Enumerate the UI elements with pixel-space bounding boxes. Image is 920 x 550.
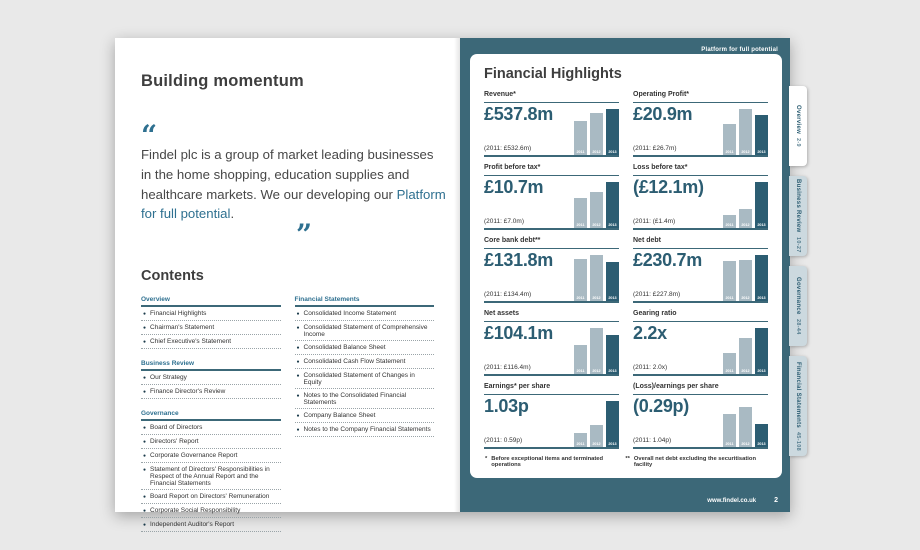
tab-page-range: 45-108: [795, 431, 801, 451]
bar-2012: [739, 338, 752, 374]
toc-item-label: Independent Auditor's Report: [150, 521, 235, 529]
bullet-icon: ●: [143, 311, 147, 318]
bar-2011: [723, 414, 736, 447]
metric-bar-chart: [574, 328, 619, 374]
footnote-text: Overall net debt excluding the securitisation facility: [633, 456, 756, 468]
bullet-icon: ●: [143, 508, 147, 515]
metric-value: £230.7m: [633, 250, 702, 270]
bar-2012: [739, 109, 752, 155]
bar-2011: [574, 121, 587, 156]
bullet-icon: ●: [143, 375, 147, 382]
metric-label: Profit before tax*: [484, 164, 619, 176]
toc-item-label: Consolidated Balance Sheet: [303, 344, 386, 352]
toc-item-label: Chief Executive's Statement: [150, 338, 232, 346]
metric-bar-chart: [723, 328, 768, 374]
toc-item[interactable]: [295, 307, 435, 321]
bar-2011: [723, 261, 736, 301]
bar-year-label: 2011: [576, 150, 585, 154]
metric-bar-chart: [574, 109, 619, 155]
metric-card: [633, 164, 768, 230]
toc-section-heading: Governance: [141, 410, 281, 421]
bar-2012: [590, 255, 603, 301]
bar-year-label: 2012: [741, 150, 750, 154]
metric-value: (£12.1m): [633, 177, 704, 197]
footnote: [485, 456, 625, 468]
toc-item-label: Statement of Directors' Responsibilities in Respect of the Annual Report and the Financial Statements: [150, 466, 270, 488]
bullet-icon: ●: [296, 373, 300, 380]
bar-2011: [723, 215, 736, 228]
metric-prior-value: (2011: £227.8m): [633, 291, 681, 298]
bar-2013: [606, 335, 619, 374]
bar-year-label: 2012: [741, 369, 750, 373]
bar-year-label: 2011: [576, 223, 585, 227]
toc-item[interactable]: [295, 355, 435, 369]
metric-bar-chart: [723, 109, 768, 155]
bar-year-label: 2011: [725, 223, 734, 227]
metric-label: Operating Profit*: [633, 91, 768, 103]
bullet-icon: ●: [143, 467, 147, 474]
bar-year-label: 2012: [592, 369, 601, 373]
bar-year-label: 2013: [608, 296, 617, 300]
metric-label: Net debt: [633, 237, 768, 249]
toc-item-label: Directors' Report: [150, 438, 199, 446]
metric-card: [484, 91, 619, 157]
toc-item-label: Board of Directors: [150, 424, 203, 432]
metric-bar-chart: [574, 255, 619, 301]
toc-item-label: Consolidated Statement of Changes in Equity: [303, 372, 415, 387]
quote-block: [141, 119, 446, 252]
section-tab-strip: [790, 38, 808, 512]
toc-item[interactable]: [141, 335, 281, 349]
quote-suffix: .: [230, 206, 235, 222]
bar-2012: [590, 113, 603, 155]
toc-item[interactable]: [295, 369, 435, 389]
toc-item-label: Finance Director's Review: [150, 388, 226, 396]
metric-card: [484, 310, 619, 376]
bar-2012: [590, 425, 603, 447]
metrics-grid: [484, 91, 768, 449]
contents-list: [141, 296, 434, 532]
toc-item-label: Board Report on Directors' Remuneration: [150, 493, 270, 501]
bar-year-label: 2013: [608, 150, 617, 154]
metric-label: Loss before tax*: [633, 164, 768, 176]
bullet-icon: ●: [296, 325, 300, 332]
bullet-icon: ●: [143, 522, 147, 529]
toc-item-label: Notes to the Consolidated Financial Statements: [303, 392, 407, 407]
metric-label: Gearing ratio: [633, 310, 768, 322]
footnote-marker: **: [625, 456, 630, 462]
tab-text: [795, 277, 801, 334]
bullet-icon: ●: [143, 439, 147, 446]
contents-column-2: [295, 296, 435, 532]
bar-year-label: 2012: [741, 296, 750, 300]
bar-2013: [755, 328, 768, 374]
toc-item[interactable]: [141, 307, 281, 321]
metric-bar-chart: [723, 255, 768, 301]
metric-bar-chart: [723, 182, 768, 228]
tab-page-range: 2-9: [795, 138, 801, 147]
close-quote-icon: ”: [296, 218, 313, 252]
toc-item[interactable]: [141, 490, 281, 504]
metric-prior-value: (2011: 0.59p): [484, 437, 523, 444]
bar-2012: [739, 260, 752, 301]
metric-prior-value: (2011: £134.4m): [484, 291, 532, 298]
bar-2013: [755, 424, 768, 447]
bullet-icon: ●: [296, 311, 300, 318]
toc-item[interactable]: [295, 341, 435, 355]
metric-card: [633, 310, 768, 376]
bar-year-label: 2012: [592, 150, 601, 154]
tab-page-range: 10-27: [795, 236, 801, 253]
bar-year-label: 2011: [576, 296, 585, 300]
bar-2011: [723, 353, 736, 374]
bar-2012: [590, 328, 603, 374]
metric-value: £104.1m: [484, 323, 553, 343]
tab-label: Financial Statements: [795, 361, 801, 428]
bullet-icon: ●: [296, 359, 300, 366]
metric-card: [484, 383, 619, 449]
bar-2011: [574, 345, 587, 374]
metric-card: [633, 91, 768, 157]
metric-label: Revenue*: [484, 91, 619, 103]
bar-year-label: 2012: [741, 223, 750, 227]
toc-item[interactable]: [141, 463, 281, 490]
page-title: Building momentum: [141, 72, 304, 90]
bar-2011: [574, 259, 587, 301]
metric-label: Net assets: [484, 310, 619, 322]
bar-2013: [606, 109, 619, 155]
metric-label: Core bank debt**: [484, 237, 619, 249]
page-number: 2: [774, 497, 778, 504]
bar-year-label: 2012: [741, 442, 750, 446]
bar-year-label: 2011: [576, 442, 585, 446]
metric-value: £10.7m: [484, 177, 544, 197]
side-tab-governance[interactable]: [789, 266, 807, 346]
tab-text: [795, 105, 801, 147]
bar-year-label: 2013: [757, 223, 766, 227]
metric-card: [484, 237, 619, 303]
toc-item[interactable]: [141, 504, 281, 518]
metric-prior-value: (2011: £116.4m): [484, 364, 531, 371]
bullet-icon: ●: [296, 413, 300, 420]
banner-tagline: Platform for full potential: [701, 47, 778, 53]
bar-2012: [590, 192, 603, 228]
toc-item-label: Corporate Social Responsibility: [150, 507, 241, 515]
bullet-icon: ●: [143, 425, 147, 432]
toc-item[interactable]: [141, 518, 281, 532]
bar-year-label: 2011: [725, 442, 734, 446]
contents-column-1: [141, 296, 281, 532]
metric-value: 2.2x: [633, 323, 667, 343]
bar-2011: [574, 198, 587, 228]
tab-label: Governance: [795, 277, 801, 316]
bullet-icon: ●: [143, 453, 147, 460]
toc-item[interactable]: [141, 421, 281, 435]
bar-year-label: 2013: [608, 223, 617, 227]
tab-text: [795, 362, 801, 451]
toc-item-label: Company Balance Sheet: [303, 412, 376, 420]
bar-year-label: 2011: [725, 150, 734, 154]
toc-item[interactable]: [141, 371, 281, 385]
quote-text-main: Findel plc is a group of market leading businesses in the home shopping, education supplies and healthcare markets. We our developing our: [141, 147, 434, 202]
metric-value: (0.29p): [633, 396, 689, 416]
tab-page-range: 28-44: [795, 319, 801, 335]
footnote-text: Before exceptional items and terminated operations: [491, 456, 604, 468]
left-page: [115, 38, 460, 529]
bar-year-label: 2012: [592, 296, 601, 300]
toc-item[interactable]: [141, 449, 281, 463]
report-spread: [115, 38, 801, 529]
quote-highlight: Platform for full potential: [141, 186, 446, 222]
metric-prior-value: (2011: 1.04p): [633, 437, 672, 444]
metric-prior-value: (2011: £7.0m): [484, 218, 524, 225]
toc-section-heading: Overview: [141, 296, 281, 307]
toc-item-label: Our Strategy: [150, 374, 187, 382]
toc-item[interactable]: [295, 423, 435, 437]
toc-item-label: Consolidated Income Statement: [303, 310, 397, 318]
bar-2011: [574, 433, 587, 447]
metric-value: £20.9m: [633, 104, 693, 124]
bar-2013: [606, 262, 619, 301]
highlights-card: [470, 54, 782, 478]
metric-card: [633, 383, 768, 449]
bar-year-label: 2011: [725, 296, 734, 300]
footnote-marker: *: [485, 456, 488, 462]
toc-item-label: Consolidated Cash Flow Statement: [303, 358, 406, 366]
toc-item[interactable]: [295, 321, 435, 341]
bar-2013: [606, 401, 619, 447]
side-tab-business-review[interactable]: [789, 176, 807, 256]
top-banner: [460, 38, 790, 54]
bar-year-label: 2013: [608, 442, 617, 446]
toc-item-label: Chairman's Statement: [150, 324, 215, 332]
metric-prior-value: (2011: 2.0x): [633, 364, 668, 371]
toc-item[interactable]: [295, 409, 435, 423]
bar-year-label: 2013: [757, 150, 766, 154]
bar-2012: [739, 209, 752, 228]
toc-section-heading: Business Review: [141, 360, 281, 371]
bar-2011: [723, 124, 736, 155]
bar-2013: [755, 255, 768, 301]
bullet-icon: ●: [143, 389, 147, 396]
metric-value: £131.8m: [484, 250, 553, 270]
tab-text: [795, 179, 801, 252]
bottom-banner: [707, 497, 778, 504]
bar-year-label: 2011: [576, 369, 585, 373]
side-tab-overview[interactable]: [789, 86, 807, 166]
tab-label: Business Review: [795, 179, 801, 233]
metric-label: Earnings* per share: [484, 383, 619, 395]
metric-bar-chart: [723, 401, 768, 447]
footnotes: [484, 456, 768, 468]
bar-year-label: 2011: [725, 369, 734, 373]
bullet-icon: ●: [143, 325, 147, 332]
bar-2013: [755, 182, 768, 228]
metric-value: 1.03p: [484, 396, 529, 416]
footnote: [625, 456, 767, 468]
bullet-icon: ●: [143, 494, 147, 501]
toc-item-label: Consolidated Statement of Comprehensive Income: [303, 324, 428, 339]
toc-item-label: Notes to the Company Financial Statements: [303, 426, 431, 434]
contents-title: Contents: [141, 268, 204, 285]
open-quote-icon: “: [141, 119, 158, 152]
bar-2013: [755, 115, 768, 155]
metric-value: £537.8m: [484, 104, 553, 124]
bar-2013: [606, 182, 619, 228]
toc-section-heading: Financial Statements: [295, 296, 435, 307]
metric-bar-chart: [574, 401, 619, 447]
metric-prior-value: (2011: £532.6m): [484, 145, 532, 152]
tab-label: Overview: [795, 105, 801, 135]
metric-label: (Loss)/earnings per share: [633, 383, 768, 395]
toc-item[interactable]: [295, 389, 435, 409]
toc-item[interactable]: [141, 385, 281, 399]
metric-prior-value: (2011: £26.7m): [633, 145, 677, 152]
bar-year-label: 2013: [757, 296, 766, 300]
toc-item[interactable]: [141, 435, 281, 449]
bullet-icon: ●: [296, 393, 300, 400]
bullet-icon: ●: [296, 427, 300, 434]
metric-prior-value: (2011: (£1.4m): [633, 218, 676, 225]
financial-highlights-title: Financial Highlights: [484, 66, 622, 82]
metric-card: [633, 237, 768, 303]
metric-card: [484, 164, 619, 230]
bar-year-label: 2012: [592, 442, 601, 446]
quote-text: [141, 145, 446, 224]
bar-year-label: 2012: [592, 223, 601, 227]
side-tab-financial-statements[interactable]: [789, 356, 807, 456]
bullet-icon: ●: [143, 339, 147, 346]
bullet-icon: ●: [296, 345, 300, 352]
bar-year-label: 2013: [757, 442, 766, 446]
footer-url-link[interactable]: www.findel.co.uk: [707, 498, 757, 504]
bar-year-label: 2013: [757, 369, 766, 373]
toc-item[interactable]: [141, 321, 281, 335]
toc-item-label: Corporate Governance Report: [150, 452, 238, 460]
right-page: [460, 38, 790, 512]
bar-2012: [739, 407, 752, 447]
toc-item-label: Financial Highlights: [150, 310, 207, 318]
metric-bar-chart: [574, 182, 619, 228]
bar-year-label: 2013: [608, 369, 617, 373]
